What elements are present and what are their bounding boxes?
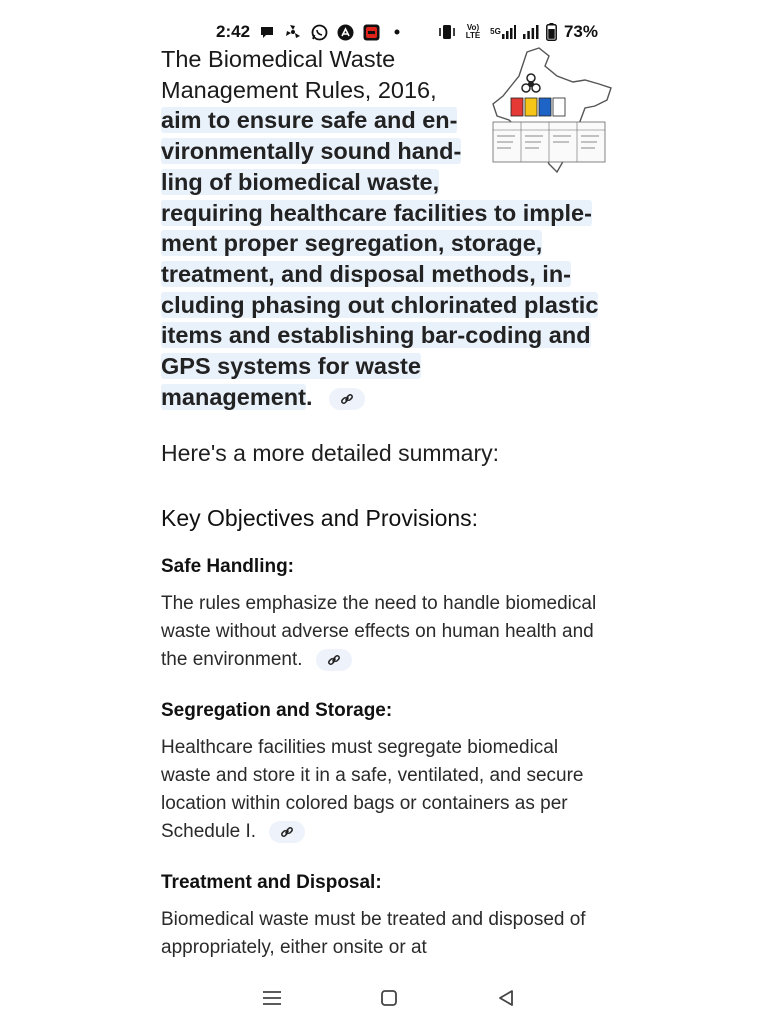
- intro-line: The Biomedical Waste: [161, 46, 396, 72]
- link-icon: [327, 653, 341, 667]
- item-title-safe-handling: Safe Handling:: [161, 556, 295, 578]
- app-red-icon: [362, 23, 380, 41]
- intro-end-punct: .: [305, 383, 313, 410]
- dot-icon: [388, 23, 406, 41]
- intro-line-highlight: ling of biomedical waste,: [161, 168, 440, 195]
- battery-icon: [546, 23, 558, 41]
- whatsapp-icon: [310, 23, 328, 41]
- item-body-text: The rules emphasize the need to handle biomedical waste without adverse effects on human health and the environment.: [161, 593, 597, 671]
- system-nav-bar: [0, 978, 768, 1018]
- link-icon: [340, 392, 354, 406]
- intro-line-highlight: GPS systems for waste: [161, 353, 421, 380]
- link-icon: [280, 825, 294, 839]
- section-heading: Key Objectives and Provisions:: [161, 505, 479, 532]
- status-right-group: [438, 22, 598, 42]
- intro-paragraph: [161, 44, 609, 412]
- artstation-icon: [336, 23, 354, 41]
- item-body-treatment-disposal: Biomedical waste must be treated and disposed of appropriately, either onsite or at: [161, 909, 586, 959]
- network-type-label: 5G: [490, 27, 501, 36]
- volte-icon: Vo) LTE: [465, 23, 481, 40]
- intro-line-highlight: ment proper segregation, storage,: [161, 230, 543, 257]
- intro-line: Management Rules, 2016,: [161, 76, 437, 103]
- fan-icon: [284, 23, 302, 41]
- source-link-chip[interactable]: [316, 649, 352, 671]
- home-square-icon[interactable]: [375, 984, 403, 1012]
- battery-percent: 73%: [563, 22, 598, 41]
- item-title-treatment-disposal: Treatment and Disposal:: [161, 872, 382, 894]
- item-body-segregation-storage: [161, 734, 609, 846]
- vibrate-icon: [438, 23, 456, 41]
- intro-line-highlight: requiring healthcare facilities to imple-: [161, 199, 592, 226]
- india-map-biomedical-bins-icon[interactable]: [487, 46, 615, 176]
- recents-menu-icon[interactable]: [258, 984, 286, 1012]
- back-triangle-icon[interactable]: [492, 984, 520, 1012]
- intro-line-highlight: items and establishing bar-coding and: [161, 322, 591, 349]
- status-time: 2:42: [216, 22, 251, 41]
- intro-line-highlight: cluding phasing out chlorinated plastic: [161, 291, 599, 318]
- source-link-chip[interactable]: [269, 821, 305, 843]
- signal-icon: [522, 23, 540, 41]
- item-body-text: Healthcare facilities must segregate biomedical waste and store it in a safe, ventilated, and secure location within colored bags or containers as per Schedule I.: [161, 737, 584, 843]
- summary-lead: Here's a more detailed summary:: [161, 440, 500, 467]
- item-title-segregation-storage: Segregation and Storage:: [161, 700, 393, 722]
- intro-line-highlight: treatment, and disposal methods, in-: [161, 260, 571, 287]
- signal-5g-icon: [490, 23, 516, 41]
- intro-line-highlight: vironmentally sound hand-: [161, 138, 462, 165]
- intro-line-highlight: aim to ensure safe and en-: [161, 107, 458, 134]
- status-left-group: [216, 22, 406, 42]
- article-content: [161, 44, 609, 962]
- chat-bubble-icon: [258, 23, 276, 41]
- item-body-safe-handling: [161, 590, 609, 674]
- intro-line-highlight: management: [161, 383, 306, 410]
- source-link-chip[interactable]: [329, 388, 365, 410]
